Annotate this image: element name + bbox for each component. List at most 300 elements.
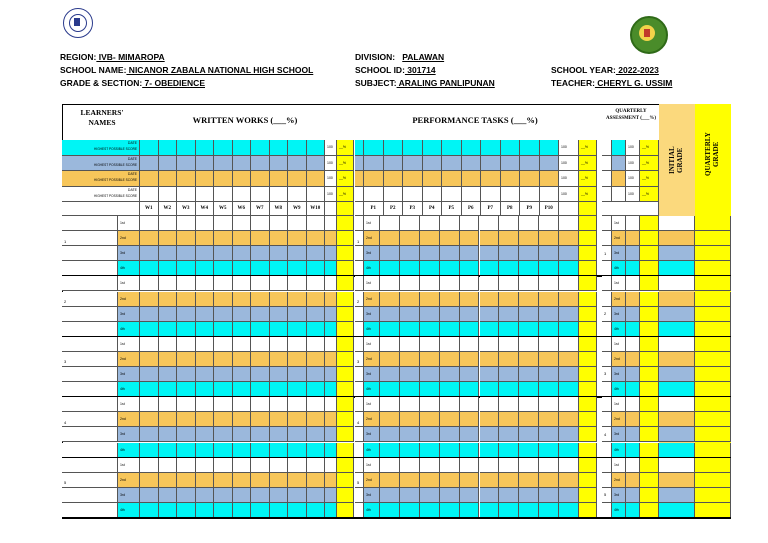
ww-score-cell (159, 412, 178, 427)
pt-score-cell (460, 427, 480, 442)
ww-score-cell (251, 292, 270, 307)
qa-quarter-cell: 2nd (612, 412, 626, 427)
pt-score-cell (539, 412, 559, 427)
pt-hps-cell (481, 187, 501, 203)
pt-score-cell (499, 322, 519, 337)
pt-score-cell (460, 367, 480, 382)
learner-quarter-cell: 3rd (118, 307, 140, 322)
pt-percent-score-cell (579, 322, 597, 337)
ww-hps-cell (140, 156, 159, 172)
ww-score-cell (196, 473, 215, 488)
pt-spacer-cell (355, 246, 364, 261)
ww-total-score-cell (325, 458, 337, 473)
qa-percent-score-cell (640, 427, 659, 442)
qa-spacer-cell (602, 458, 612, 473)
ww-score-cell (159, 473, 178, 488)
pt-score-cell (499, 503, 519, 518)
pt-score-cell (480, 231, 500, 246)
ww-percent-score-cell (337, 488, 354, 503)
qa-score-cell (626, 337, 640, 352)
ww-hps-cell (307, 140, 326, 156)
initial-grade-cell (659, 322, 695, 337)
hps-label: HIGHEST POSSIBLE SCORE (94, 162, 137, 167)
pt-spacer-cell (355, 337, 364, 352)
pt-score-cell (519, 412, 539, 427)
initial-grade-cell (659, 503, 695, 518)
pt-percent-score-cell (579, 427, 597, 442)
pt-hps-cell (501, 171, 521, 187)
qa-percent-score-cell (640, 473, 659, 488)
learner-number-qa: 3 (604, 371, 607, 377)
ww-score-cell (307, 427, 326, 442)
pt-score-cell (400, 382, 420, 397)
ww-score-cell (270, 473, 289, 488)
quarterly-grade-cell (695, 382, 731, 397)
pt-quarter-cell: 1st (364, 276, 380, 291)
ww-score-cell (288, 352, 307, 367)
pt-percent-score-cell (579, 231, 597, 246)
pt-score-cell (480, 382, 500, 397)
pt-hps-cell (403, 156, 423, 172)
ww-score-cell (307, 488, 326, 503)
pt-score-cell (519, 382, 539, 397)
ww-score-cell (270, 261, 289, 276)
pt-total-score-cell (559, 473, 579, 488)
pt-column-label: P6 (462, 202, 482, 216)
pt-score-cell (519, 292, 539, 307)
pt-hps-cell (384, 156, 404, 172)
ww-score-cell (307, 443, 326, 458)
pt-hps-cell (540, 140, 560, 156)
qa-score-cell (626, 292, 640, 307)
qa-percent-score-cell (640, 412, 659, 427)
ww-column-label: W8 (270, 202, 289, 216)
ww-score-cell (233, 246, 252, 261)
pt-quarter-cell: 2nd (364, 231, 380, 246)
ww-percent-score-cell (337, 337, 354, 352)
learner-quarter-cell: 2nd (118, 473, 140, 488)
pt-hps-cell (423, 187, 443, 203)
ww-hps-cell (214, 140, 233, 156)
pt-spacer-cell (355, 261, 364, 276)
ww-score-cell (251, 443, 270, 458)
ww-score-cell (177, 337, 196, 352)
date-label: DATE (127, 156, 137, 161)
pt-score-cell (420, 458, 440, 473)
ww-score-cell (140, 427, 159, 442)
ww-score-cell (177, 352, 196, 367)
pt-score-cell (499, 458, 519, 473)
ww-percent-score-cell (337, 443, 354, 458)
ww-score-cell (177, 443, 196, 458)
qa-percent-score-cell (640, 246, 659, 261)
ww-hps-cell (214, 171, 233, 187)
ww-score-cell (177, 458, 196, 473)
date-label: DATE (127, 141, 137, 145)
pt-score-cell (440, 367, 460, 382)
pt-score-cell (420, 337, 440, 352)
ww-score-cell (196, 412, 215, 427)
pt-total-score-cell (559, 503, 579, 518)
ww-score-cell (307, 216, 326, 231)
qa-quarter-cell: 2nd (612, 292, 626, 307)
quarterly-grade-cell (695, 337, 731, 352)
pt-hps-cell (462, 156, 482, 172)
pt-percent-score-cell (579, 458, 597, 473)
qa-percent-cell: __% (640, 156, 659, 172)
ww-score-cell (177, 307, 196, 322)
quarterly-grade-cell (695, 397, 731, 412)
pt-quarter-cell: 1st (364, 337, 380, 352)
hps-label: HIGHEST POSSIBLE SCORE (94, 178, 137, 182)
pt-total-cell: 100 (559, 171, 579, 187)
pt-percent-score-cell (579, 216, 597, 231)
pt-score-cell (460, 292, 480, 307)
qa-hps-cell (612, 156, 626, 172)
pt-score-cell (420, 246, 440, 261)
ww-score-cell (307, 382, 326, 397)
ww-score-cell (251, 382, 270, 397)
pt-score-cell (460, 503, 480, 518)
pt-hps-cell (520, 140, 540, 156)
ww-score-cell (159, 443, 178, 458)
ww-score-cell (288, 367, 307, 382)
ww-score-cell (140, 382, 159, 397)
column-label-spacer (62, 202, 140, 216)
pt-percent-score-cell (579, 261, 597, 276)
ww-total-score-cell (325, 367, 337, 382)
qa-tag-cell (602, 187, 612, 203)
learner-name-cell (62, 473, 118, 488)
qa-quarter-cell: 3rd (612, 367, 626, 382)
pt-total-score-cell (559, 337, 579, 352)
pt-score-cell (440, 503, 460, 518)
pt-hps-cell (384, 187, 404, 203)
ww-percent-score-cell (337, 427, 354, 442)
pt-hps-cell (540, 187, 560, 203)
ww-score-cell (177, 292, 196, 307)
ww-score-cell (196, 382, 215, 397)
quarterly-grade-cell (695, 443, 731, 458)
ww-total-score-cell (325, 397, 337, 412)
ww-score-cell (270, 427, 289, 442)
ww-score-cell (177, 488, 196, 503)
ww-score-cell (251, 427, 270, 442)
learners-names-header: LEARNERS' NAMES (80, 108, 124, 127)
pt-spacer-cell (355, 458, 364, 473)
ww-score-cell (214, 473, 233, 488)
learner-number-qa: 1 (604, 250, 607, 256)
learner-name-cell (62, 292, 118, 307)
ww-score-cell (140, 352, 159, 367)
pt-score-cell (539, 367, 559, 382)
ww-score-cell (233, 337, 252, 352)
ww-total-cell: 100 (325, 171, 337, 187)
learner-number: 5 (64, 480, 67, 486)
learner-name-cell (62, 443, 118, 458)
pt-score-cell (499, 216, 519, 231)
pt-quarter-cell: 4th (364, 322, 380, 337)
pt-score-cell (420, 292, 440, 307)
learner-name-cell (62, 412, 118, 427)
pt-quarter-cell: 3rd (364, 307, 380, 322)
ww-hps-cell (214, 187, 233, 203)
pt-quarter-cell: 3rd (364, 488, 380, 503)
ww-score-cell (251, 458, 270, 473)
ww-score-cell (214, 458, 233, 473)
pt-score-cell (400, 352, 420, 367)
pt-score-cell (460, 261, 480, 276)
quarterly-grade-cell (695, 473, 731, 488)
teacher-line: TEACHER: CHERYL G. USSIM (551, 78, 673, 88)
ww-total-label (325, 202, 337, 216)
ww-score-cell (196, 261, 215, 276)
ww-total-score-cell (325, 503, 337, 518)
pt-score-cell (420, 261, 440, 276)
pt-hps-cell (501, 140, 521, 156)
learner-quarter-cell: 4th (118, 261, 140, 276)
pt-score-cell (400, 261, 420, 276)
learner-name-cell (62, 216, 118, 231)
ww-hps-cell (288, 187, 307, 203)
qa-spacer-cell (602, 382, 612, 397)
ww-hps-cell (214, 156, 233, 172)
pt-score-cell (380, 488, 400, 503)
pt-hps-cell (442, 171, 462, 187)
ww-score-cell (307, 276, 326, 291)
ww-percent-cell: __% (337, 156, 354, 172)
ww-score-cell (196, 292, 215, 307)
learner-name-cell (62, 231, 118, 246)
pt-hps-cell (364, 156, 384, 172)
ww-score-cell (177, 397, 196, 412)
pt-score-cell (480, 337, 500, 352)
ww-total-score-cell (325, 246, 337, 261)
qa-quarter-cell: 1st (612, 397, 626, 412)
qa-quarter-cell: 4th (612, 322, 626, 337)
pt-score-cell (499, 337, 519, 352)
pt-hps-cell (364, 187, 384, 203)
qa-total-cell: 100 (626, 140, 640, 156)
pt-total-score-cell (559, 488, 579, 503)
learner-quarter-cell: 2nd (118, 231, 140, 246)
ww-score-cell (159, 488, 178, 503)
ww-score-cell (177, 367, 196, 382)
ww-percent-score-cell (337, 397, 354, 412)
pt-column-label: P2 (384, 202, 404, 216)
pt-score-cell (480, 488, 500, 503)
pt-score-cell (480, 352, 500, 367)
ww-score-cell (288, 261, 307, 276)
pt-column-label: P3 (403, 202, 423, 216)
pt-score-cell (380, 473, 400, 488)
ww-score-cell (251, 367, 270, 382)
learner-name-cell (62, 307, 118, 322)
qa-percent-score-cell (640, 367, 659, 382)
pt-score-cell (539, 216, 559, 231)
ww-score-cell (288, 246, 307, 261)
ww-column-label: W4 (196, 202, 215, 216)
pt-score-cell (400, 246, 420, 261)
quarterly-grade-cell (695, 352, 731, 367)
pt-tag-cell (355, 156, 364, 172)
pt-hps-cell (501, 187, 521, 203)
initial-grade-cell (659, 307, 695, 322)
qa-percent-score-cell (640, 216, 659, 231)
pt-score-cell (539, 246, 559, 261)
pt-score-cell (380, 443, 400, 458)
pt-score-cell (440, 307, 460, 322)
pt-percent-score-cell (579, 337, 597, 352)
ww-column-label: W7 (251, 202, 270, 216)
pt-score-cell (420, 488, 440, 503)
learner-quarter-cell: 4th (118, 503, 140, 518)
quarterly-grade-cell (695, 458, 731, 473)
learner-quarter-cell: 1st (118, 276, 140, 291)
learner-quarter-cell: 3rd (118, 488, 140, 503)
pt-spacer-cell (355, 322, 364, 337)
learner-quarter-cell: 4th (118, 382, 140, 397)
pt-percent-score-cell (579, 473, 597, 488)
pt-score-cell (380, 246, 400, 261)
pt-score-cell (380, 337, 400, 352)
qa-score-cell (626, 397, 640, 412)
ww-score-cell (251, 216, 270, 231)
pt-score-cell (440, 292, 460, 307)
ww-score-cell (307, 458, 326, 473)
qa-quarter-cell: 2nd (612, 231, 626, 246)
quarterly-grade-cell (695, 261, 731, 276)
ww-score-cell (177, 503, 196, 518)
ww-score-cell (307, 367, 326, 382)
ww-score-cell (307, 231, 326, 246)
ww-percent-score-cell (337, 322, 354, 337)
learner-name-cell (62, 458, 118, 473)
ww-hps-cell (140, 187, 159, 203)
ww-score-cell (159, 367, 178, 382)
pt-score-cell (519, 337, 539, 352)
ww-score-cell (233, 427, 252, 442)
pt-score-cell (400, 443, 420, 458)
pt-hps-cell (481, 156, 501, 172)
qa-percent-score-cell (640, 503, 659, 518)
ww-score-cell (288, 397, 307, 412)
qa-quarter-cell: 2nd (612, 473, 626, 488)
learner-number-pt: 1 (357, 238, 360, 244)
pt-score-cell (460, 322, 480, 337)
ww-score-cell (140, 367, 159, 382)
pt-score-cell (499, 443, 519, 458)
pt-quarter-cell: 4th (364, 261, 380, 276)
learner-number-pt: 3 (357, 359, 360, 365)
pt-score-cell (440, 488, 460, 503)
ww-hps-cell (251, 171, 270, 187)
learner-name-cell (62, 397, 118, 412)
pt-spacer-cell (355, 276, 364, 291)
qa-score-cell (626, 427, 640, 442)
ww-score-cell (307, 352, 326, 367)
pt-hps-cell (462, 171, 482, 187)
ww-score-cell (307, 322, 326, 337)
pt-hps-cell (403, 140, 423, 156)
ww-hps-cell (177, 171, 196, 187)
pt-quarter-cell: 1st (364, 216, 380, 231)
pt-score-cell (480, 307, 500, 322)
pt-score-cell (539, 488, 559, 503)
qa-percent-score-cell (640, 322, 659, 337)
pt-score-cell (519, 216, 539, 231)
pt-score-cell (380, 216, 400, 231)
pt-spacer-cell (355, 427, 364, 442)
learner-quarter-cell: 1st (118, 397, 140, 412)
ww-score-cell (233, 443, 252, 458)
pt-quarter-cell: 3rd (364, 367, 380, 382)
pt-score-cell (519, 397, 539, 412)
ww-score-cell (251, 337, 270, 352)
ww-score-cell (140, 231, 159, 246)
pt-score-cell (480, 412, 500, 427)
learner-number: 4 (64, 419, 67, 425)
ww-hps-cell (307, 156, 326, 172)
initial-grade-cell (659, 488, 695, 503)
pt-score-cell (519, 473, 539, 488)
quarterly-grade-cell (695, 276, 731, 291)
pt-score-cell (519, 322, 539, 337)
qa-quarter-cell: 4th (612, 443, 626, 458)
pt-quarter-cell: 2nd (364, 352, 380, 367)
ww-score-cell (196, 231, 215, 246)
ww-score-cell (196, 367, 215, 382)
ww-score-cell (140, 322, 159, 337)
pt-total-cell: 100 (559, 156, 579, 172)
pt-score-cell (460, 412, 480, 427)
pt-score-cell (440, 382, 460, 397)
qa-quarter-cell: 4th (612, 261, 626, 276)
qa-spacer-cell (602, 261, 612, 276)
learner-name-cell (62, 503, 118, 518)
pt-hps-cell (462, 187, 482, 203)
pt-column-label: P8 (501, 202, 521, 216)
pt-score-cell (420, 307, 440, 322)
pt-score-cell (480, 427, 500, 442)
learner-quarter-cell: 1st (118, 337, 140, 352)
quarterly-grade-cell (695, 216, 731, 231)
learner-separator (62, 517, 731, 519)
deped-seal-icon (63, 8, 93, 38)
pt-hps-cell (540, 156, 560, 172)
pt-percent-cell: __% (579, 171, 597, 187)
qa-quarter-cell: 3rd (612, 246, 626, 261)
pt-score-cell (440, 397, 460, 412)
pt-score-cell (480, 443, 500, 458)
ww-score-cell (196, 276, 215, 291)
ww-score-cell (214, 292, 233, 307)
pt-score-cell (519, 488, 539, 503)
pt-column-label: P10 (540, 202, 560, 216)
ww-total-score-cell (325, 352, 337, 367)
pt-score-cell (440, 231, 460, 246)
qa-quarter-cell: 1st (612, 458, 626, 473)
qa-quarter-cell: 3rd (612, 488, 626, 503)
initial-grade-cell (659, 246, 695, 261)
qa-spacer-cell (602, 322, 612, 337)
pt-score-cell (539, 261, 559, 276)
pt-score-cell (460, 397, 480, 412)
ww-hps-cell (233, 171, 252, 187)
ww-total-cell: 100 (325, 156, 337, 172)
pt-score-cell (539, 307, 559, 322)
ww-score-cell (140, 488, 159, 503)
